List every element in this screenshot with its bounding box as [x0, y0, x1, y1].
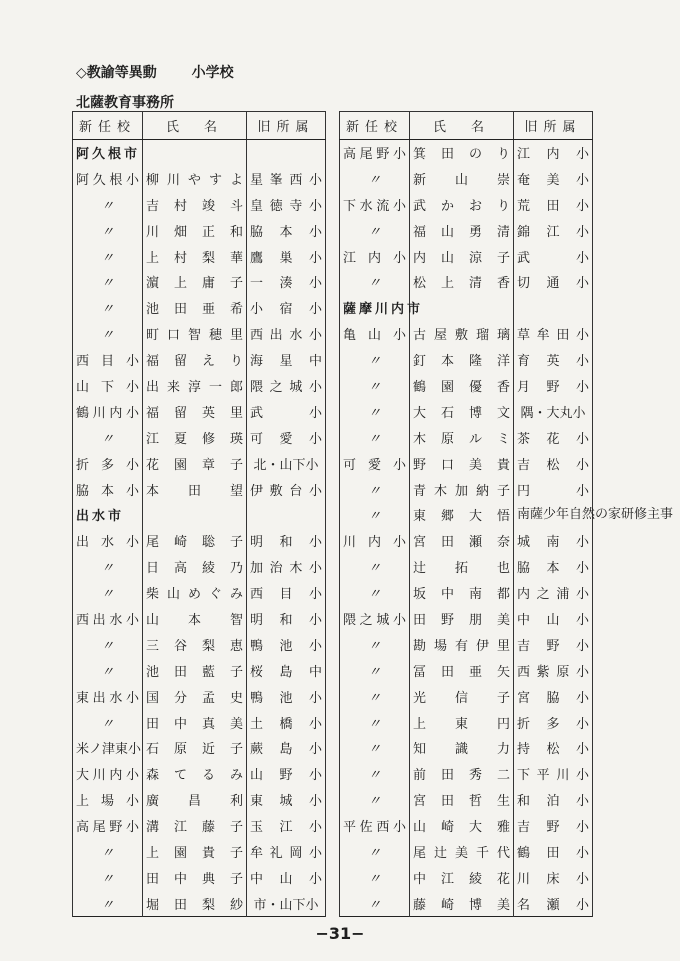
previous-school-cell: 江内小: [514, 140, 593, 166]
previous-school-cell: 吉松小: [514, 450, 593, 476]
previous-school-cell: 鴨池小: [247, 631, 326, 657]
column-header-name: 氏 名: [410, 112, 514, 140]
previous-school-cell: 西目小: [247, 580, 326, 606]
previous-school-cell: 皇徳寺小: [247, 191, 326, 217]
column-header-new-school: 新任校: [340, 112, 410, 140]
table-row: [73, 864, 326, 890]
new-school-cell: 〃: [340, 373, 410, 399]
previous-school-cell: 明和小: [247, 606, 326, 632]
table-row: [340, 839, 593, 865]
new-school-cell: 〃: [340, 631, 410, 657]
new-school-cell: 東出水小: [73, 683, 143, 709]
new-school-cell: 山下小: [73, 373, 143, 399]
table-row: [73, 735, 326, 761]
new-school-cell: 〃: [73, 321, 143, 347]
previous-school-cell: 隅・大丸小: [514, 398, 593, 424]
teacher-name-cell: 田中真美: [143, 709, 247, 735]
new-school-cell: 高尾野小: [73, 813, 143, 839]
page-number: −31−: [315, 924, 365, 943]
header-row: [340, 112, 593, 140]
office-name: 北薩教育事務所: [76, 95, 174, 111]
section-heading: [76, 62, 234, 82]
new-school-cell: 〃: [340, 864, 410, 890]
teacher-name-cell: 宮田哲生: [410, 787, 514, 813]
teacher-name-cell: 江夏修瑛: [143, 424, 247, 450]
teacher-name-cell: 石原近子: [143, 735, 247, 761]
teacher-name-cell: 上園貴子: [143, 839, 247, 865]
previous-school-cell: 北・山下小: [247, 450, 326, 476]
new-school-cell: 〃: [73, 424, 143, 450]
previous-school-cell: 脇本小: [514, 554, 593, 580]
table-row: [340, 683, 593, 709]
teacher-name-cell: 古屋敷瑠璃: [410, 321, 514, 347]
previous-school-cell: 西紫原小: [514, 657, 593, 683]
roster-body-left: [73, 140, 326, 917]
new-school-cell: 西目小: [73, 347, 143, 373]
table-row: [73, 424, 326, 450]
new-school-cell: 〃: [73, 243, 143, 269]
new-school-cell: 〃: [73, 709, 143, 735]
teacher-name-cell: 出来淳一郎: [143, 373, 247, 399]
column-header-new-school: 新任校: [73, 112, 143, 140]
teacher-name-cell: 国分孟史: [143, 683, 247, 709]
new-school-cell: 〃: [340, 580, 410, 606]
table-row: [73, 709, 326, 735]
previous-school-cell: 名瀬小: [514, 890, 593, 916]
previous-school-cell: 南薩少年自然の家研修主事: [514, 502, 593, 528]
teacher-name-cell: 木原ルミ: [410, 424, 514, 450]
previous-school-cell: 牟礼岡小: [247, 839, 326, 865]
teacher-name-cell: 東郷大悟: [410, 502, 514, 528]
previous-school-cell: 明和小: [247, 528, 326, 554]
table-row: [340, 606, 593, 632]
teacher-name-cell: 大石博文: [410, 398, 514, 424]
previous-school-cell: 武小: [247, 398, 326, 424]
previous-school-cell: 一湊小: [247, 269, 326, 295]
table-row: [73, 528, 326, 554]
column-header-name: 氏 名: [143, 112, 247, 140]
teacher-name-cell: 本田望: [143, 476, 247, 502]
new-school-cell: 〃: [340, 554, 410, 580]
table-row: [340, 347, 593, 373]
teacher-name-cell: 花園章子: [143, 450, 247, 476]
new-school-cell: 〃: [340, 476, 410, 502]
new-school-cell: 江内小: [340, 243, 410, 269]
teacher-name-cell: 吉村竣斗: [143, 191, 247, 217]
table-row: [73, 606, 326, 632]
new-school-cell: 〃: [340, 735, 410, 761]
teacher-name-cell: [410, 295, 514, 321]
teacher-name-cell: 青木加納子: [410, 476, 514, 502]
table-row: [73, 813, 326, 839]
teacher-name-cell: 新山崇: [410, 165, 514, 191]
new-school-cell: 〃: [340, 761, 410, 787]
previous-school-cell: 鴨池小: [247, 683, 326, 709]
table-row: [73, 476, 326, 502]
previous-school-cell: 吉野小: [514, 813, 593, 839]
previous-school-cell: 内之浦小: [514, 580, 593, 606]
teacher-name-cell: 堀田梨紗: [143, 890, 247, 916]
teacher-name-cell: 知識力: [410, 735, 514, 761]
teacher-name-cell: 前田秀二: [410, 761, 514, 787]
previous-school-cell: 育英小: [514, 347, 593, 373]
teacher-name-cell: 森てるみ: [143, 761, 247, 787]
teacher-name-cell: 川畑正和: [143, 217, 247, 243]
new-school-cell: 〃: [73, 217, 143, 243]
table-row: [340, 528, 593, 554]
teacher-name-cell: 内山涼子: [410, 243, 514, 269]
table-row: [73, 398, 326, 424]
new-school-cell: 大川内小: [73, 761, 143, 787]
table-row: [340, 709, 593, 735]
new-school-cell: 阿久根小: [73, 165, 143, 191]
new-school-cell: 〃: [340, 890, 410, 916]
table-row: [340, 450, 593, 476]
teacher-name-cell: 溝江藤子: [143, 813, 247, 839]
table-row: [73, 580, 326, 606]
teacher-name-cell: [143, 140, 247, 166]
new-school-cell: 平佐西小: [340, 813, 410, 839]
previous-school-cell: 草牟田小: [514, 321, 593, 347]
table-row: [340, 761, 593, 787]
table-row: [73, 657, 326, 683]
new-school-cell: 〃: [340, 398, 410, 424]
previous-school-cell: 市・山下小: [247, 890, 326, 916]
previous-school-cell: 桜島中: [247, 657, 326, 683]
teacher-name-cell: 濵上庸子: [143, 269, 247, 295]
new-school-cell: 西出水小: [73, 606, 143, 632]
table-row: [340, 165, 593, 191]
previous-school-cell: [247, 140, 326, 166]
teacher-name-cell: [143, 502, 247, 528]
new-school-cell: 隈之城小: [340, 606, 410, 632]
teacher-name-cell: 光信子: [410, 683, 514, 709]
previous-school-cell: 海星中: [247, 347, 326, 373]
new-school-cell: 〃: [73, 554, 143, 580]
new-school-cell: 〃: [73, 864, 143, 890]
table-row: [73, 295, 326, 321]
teacher-name-cell: 勘場有伊里: [410, 631, 514, 657]
new-school-cell: 〃: [73, 839, 143, 865]
roster-table-right: [339, 111, 674, 917]
previous-school-cell: 小宿小: [247, 295, 326, 321]
column-header-old-school: 旧所属: [514, 112, 593, 140]
previous-school-cell: 西出水小: [247, 321, 326, 347]
teacher-name-cell: 福留えり: [143, 347, 247, 373]
table-row: [73, 165, 326, 191]
teacher-name-cell: 箕田のり: [410, 140, 514, 166]
previous-school-cell: 中山小: [247, 864, 326, 890]
teacher-name-cell: 田中典子: [143, 864, 247, 890]
previous-school-cell: 鶴田小: [514, 839, 593, 865]
teacher-name-cell: 宮田瀬奈: [410, 528, 514, 554]
new-school-cell: 〃: [340, 424, 410, 450]
previous-school-cell: 中山小: [514, 606, 593, 632]
teacher-name-cell: 山崎大雅: [410, 813, 514, 839]
school-type: 小学校: [191, 65, 234, 81]
table-row: [340, 631, 593, 657]
new-school-cell: 脇本小: [73, 476, 143, 502]
table-row: [340, 217, 593, 243]
new-school-cell: 亀山小: [340, 321, 410, 347]
previous-school-cell: [514, 295, 593, 321]
new-school-cell: 出水小: [73, 528, 143, 554]
teacher-name-cell: 山本智: [143, 606, 247, 632]
previous-school-cell: 加治木小: [247, 554, 326, 580]
teacher-name-cell: 尾辻美千代: [410, 839, 514, 865]
previous-school-cell: 茶花小: [514, 424, 593, 450]
table-row: [340, 554, 593, 580]
new-school-cell: 川内小: [340, 528, 410, 554]
new-school-cell: 〃: [340, 502, 410, 528]
table-row: [73, 787, 326, 813]
teacher-name-cell: 福留英里: [143, 398, 247, 424]
previous-school-cell: 和泊小: [514, 787, 593, 813]
new-school-cell: 〃: [340, 657, 410, 683]
previous-school-cell: 蕨島小: [247, 735, 326, 761]
previous-school-cell: 玉江小: [247, 813, 326, 839]
previous-school-cell: 可愛小: [247, 424, 326, 450]
table-row: [73, 217, 326, 243]
previous-school-cell: 星峯西小: [247, 165, 326, 191]
previous-school-cell: 宮脇小: [514, 683, 593, 709]
new-school-cell: 折多小: [73, 450, 143, 476]
previous-school-cell: 下平川小: [514, 761, 593, 787]
table-row: [73, 243, 326, 269]
table-row: [73, 683, 326, 709]
table-row: [340, 735, 593, 761]
table-row: [340, 373, 593, 399]
new-school-cell: 高尾野小: [340, 140, 410, 166]
previous-school-cell: 東城小: [247, 787, 326, 813]
table-row: [73, 373, 326, 399]
table-row: [340, 243, 593, 269]
table-row: [340, 424, 593, 450]
table-row: [73, 191, 326, 217]
teacher-name-cell: 辻拓也: [410, 554, 514, 580]
previous-school-cell: 錦江小: [514, 217, 593, 243]
table-row: [73, 269, 326, 295]
previous-school-cell: 鷹巣小: [247, 243, 326, 269]
table-row: [340, 580, 593, 606]
table-row: [73, 631, 326, 657]
previous-school-cell: 円小: [514, 476, 593, 502]
table-row: [73, 450, 326, 476]
previous-school-cell: 切通小: [514, 269, 593, 295]
previous-school-cell: 脇本小: [247, 217, 326, 243]
new-school-cell: 上場小: [73, 787, 143, 813]
new-school-cell: 〃: [340, 839, 410, 865]
header-row: [73, 112, 326, 140]
new-school-cell: 〃: [340, 787, 410, 813]
teacher-name-cell: 松上清香: [410, 269, 514, 295]
new-school-cell: 〃: [73, 890, 143, 916]
table-row: [340, 140, 593, 166]
table-row: [73, 839, 326, 865]
teacher-name-cell: 尾崎聡子: [143, 528, 247, 554]
new-school-cell: 可愛小: [340, 450, 410, 476]
new-school-cell: 〃: [340, 683, 410, 709]
new-school-cell: 〃: [340, 217, 410, 243]
teacher-name-cell: 池田亜希: [143, 295, 247, 321]
new-school-cell: 下水流小: [340, 191, 410, 217]
table-row: [340, 476, 593, 502]
new-school-cell: 阿久根市: [73, 140, 143, 166]
table-row: [73, 347, 326, 373]
table-row: [340, 321, 593, 347]
table-row: [340, 191, 593, 217]
table-row: [73, 554, 326, 580]
teacher-name-cell: 野口美貴: [410, 450, 514, 476]
teacher-name-cell: 藤崎博美: [410, 890, 514, 916]
teacher-name-cell: 坂中南都: [410, 580, 514, 606]
table-row: [340, 787, 593, 813]
new-school-cell: 鶴川内小: [73, 398, 143, 424]
table-row: [340, 502, 593, 528]
previous-school-cell: 折多小: [514, 709, 593, 735]
teacher-name-cell: 日高綾乃: [143, 554, 247, 580]
roster-table-left: [72, 111, 326, 917]
previous-school-cell: [247, 502, 326, 528]
previous-school-cell: 伊敷台小: [247, 476, 326, 502]
previous-school-cell: 武小: [514, 243, 593, 269]
region-row: [73, 140, 326, 166]
table-row: [340, 813, 593, 839]
new-school-cell: 〃: [73, 631, 143, 657]
table-row: [340, 890, 593, 916]
teacher-name-cell: 中江綾花: [410, 864, 514, 890]
table-row: [73, 321, 326, 347]
teacher-name-cell: 廣昌利: [143, 787, 247, 813]
teacher-name-cell: 釘本隆洋: [410, 347, 514, 373]
new-school-cell: 〃: [73, 295, 143, 321]
new-school-cell: 〃: [340, 269, 410, 295]
previous-school-cell: 持松小: [514, 735, 593, 761]
teacher-name-cell: 柳川やすよ: [143, 165, 247, 191]
previous-school-cell: 隈之城小: [247, 373, 326, 399]
new-school-cell: 〃: [340, 347, 410, 373]
previous-school-cell: 川床小: [514, 864, 593, 890]
teacher-name-cell: 町口智穂里: [143, 321, 247, 347]
previous-school-cell: 土橋小: [247, 709, 326, 735]
previous-school-cell: 山野小: [247, 761, 326, 787]
region-row: [340, 295, 593, 321]
new-school-cell: 〃: [73, 269, 143, 295]
roster-body-right: [340, 140, 674, 917]
column-header-old-school: 旧所属: [247, 112, 326, 140]
new-school-cell: 〃: [73, 657, 143, 683]
table-row: [73, 761, 326, 787]
teacher-name-cell: 武かおり: [410, 191, 514, 217]
teacher-name-cell: 冨田亜矢: [410, 657, 514, 683]
new-school-cell: 〃: [340, 165, 410, 191]
previous-school-cell: 奄美小: [514, 165, 593, 191]
teacher-name-cell: 上東円: [410, 709, 514, 735]
teacher-name-cell: 福山勇清: [410, 217, 514, 243]
new-school-cell: 薩摩川内市: [340, 295, 410, 321]
teacher-name-cell: 田野朋美: [410, 606, 514, 632]
teacher-name-cell: 上村梨華: [143, 243, 247, 269]
table-row: [73, 890, 326, 916]
table-row: [340, 657, 593, 683]
previous-school-cell: 吉野小: [514, 631, 593, 657]
teacher-name-cell: 鶴園優香: [410, 373, 514, 399]
new-school-cell: 〃: [340, 709, 410, 735]
new-school-cell: 〃: [73, 191, 143, 217]
new-school-cell: 出水市: [73, 502, 143, 528]
table-row: [340, 269, 593, 295]
new-school-cell: 米ノ津東小: [73, 735, 143, 761]
teacher-name-cell: 三谷梨恵: [143, 631, 247, 657]
teacher-name-cell: 柴山めぐみ: [143, 580, 247, 606]
new-school-cell: 〃: [73, 580, 143, 606]
teacher-name-cell: 池田藍子: [143, 657, 247, 683]
previous-school-cell: 荒田小: [514, 191, 593, 217]
table-row: [340, 398, 593, 424]
previous-school-cell: 月野小: [514, 373, 593, 399]
table-row: [340, 864, 593, 890]
section-title: ◇教諭等異動: [76, 65, 157, 81]
previous-school-cell: 城南小: [514, 528, 593, 554]
region-row: [73, 502, 326, 528]
